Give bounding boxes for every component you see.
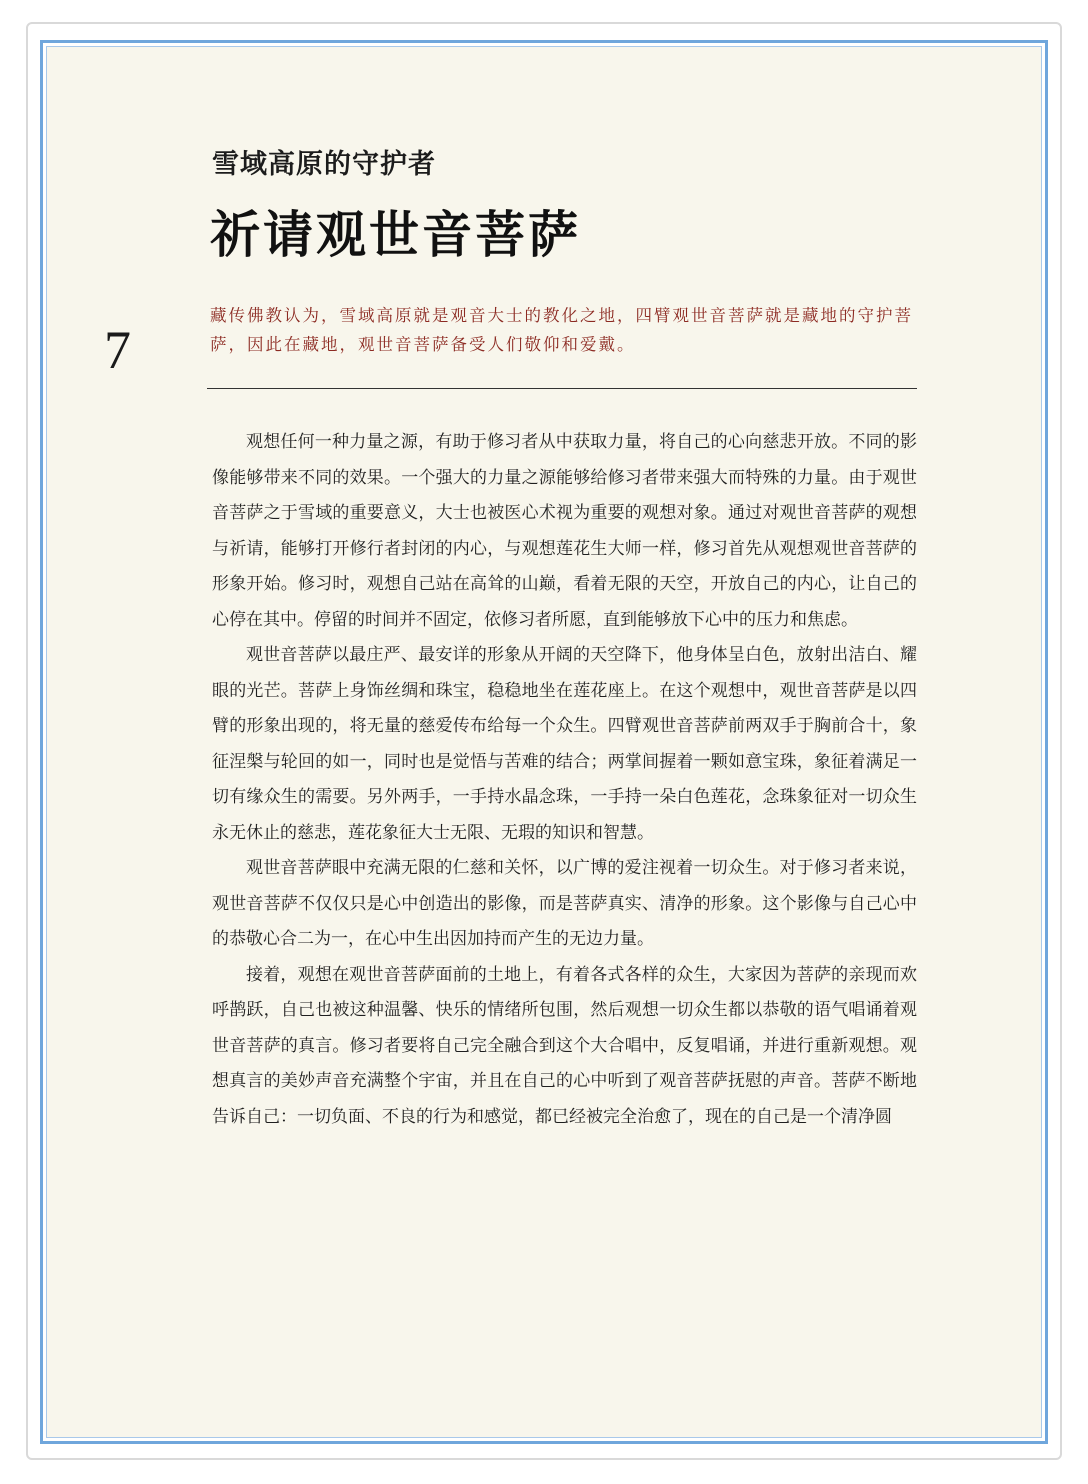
body-paragraph: 观世音菩萨以最庄严、最安详的形象从开阔的天空降下，他身体呈白色，放射出洁白、耀眼的光芒。菩萨上身饰丝绸和珠宝，稳稳地坐在莲花座上。在这个观想中，观世音菩萨是以四臂的形象出现的，将无量的慈爱传布给每一个众生。四臂观世音菩萨前两双手于胸前合十，象征涅槃与轮回的如一，同时也是觉悟与苦难的结合；两掌间握着一颗如意宝珠，象征着满足一切有缘众生的需要。另外两手，一手持水晶念珠，一手持一朵白色莲花，念珠象征对一切众生永无休止的慈悲，莲花象征大士无限、无瑕的知识和智慧。 bbox=[212, 645, 917, 843]
body-paragraph: 接着，观想在观世音菩萨面前的土地上，有着各式各样的众生，大家因为菩萨的亲现而欢呼鹊跃，自己也被这种温馨、快乐的情绪所包围，然后观想一切众生都以恭敬的语气唱诵着观世音菩萨的真言。修习者要将自己完全融合到这个大合唱中，反复唱诵，并进行重新观想。观想真言的美妙声音充满整个宇宙，并且在自己的心中听到了观音菩萨抚慰的声音。菩萨不断地告诉自己：一切负面、不良的行为和感觉，都已经被完全治愈了，现在的自己是一个清净圆 bbox=[212, 964, 917, 1127]
divider-line bbox=[207, 388, 917, 389]
page-border bbox=[40, 40, 1048, 1444]
body-paragraph: 观想任何一种力量之源，有助于修习者从中获取力量，将自己的心向慈悲开放。不同的影像能够带来不同的效果。一个强大的力量之源能够给修习者带来强大而特殊的力量。由于观世音菩萨之于雪域的重要意义，大士也被医心术视为重要的观想对象。通过对观世音菩萨的观想与祈请，能够打开修行者封闭的内心，与观想莲花生大师一样，修习首先从观想观世音菩萨的形象开始。修习时，观想自己站在高耸的山巅，看着无限的天空，开放自己的内心，让自己的心停在其中。停留的时间并不固定，依修习者所愿，直到能够放下心中的压力和焦虑。 bbox=[212, 432, 917, 630]
chapter-kicker: 雪域高原的守护者 bbox=[212, 149, 436, 180]
page-number: 7 bbox=[104, 320, 131, 380]
body-text bbox=[212, 425, 917, 1135]
body-paragraph: 观世音菩萨眼中充满无限的仁慈和关怀，以广博的爱注视着一切众生。对于修习者来说，观世音菩萨不仅仅只是心中创造出的影像，而是菩萨真实、清净的形象。这个影像与自己心中的恭敬心合二为一，在心中生出因加持而产生的无边力量。 bbox=[212, 858, 917, 949]
intro-paragraph: 藏传佛教认为，雪域高原就是观音大士的教化之地，四臂观世音菩萨就是藏地的守护菩萨，因此在藏地，观世音菩萨备受人们敬仰和爱戴。 bbox=[210, 306, 913, 354]
page-content bbox=[46, 46, 1042, 1438]
chapter-title: 祈请观世音菩萨 bbox=[210, 205, 581, 264]
